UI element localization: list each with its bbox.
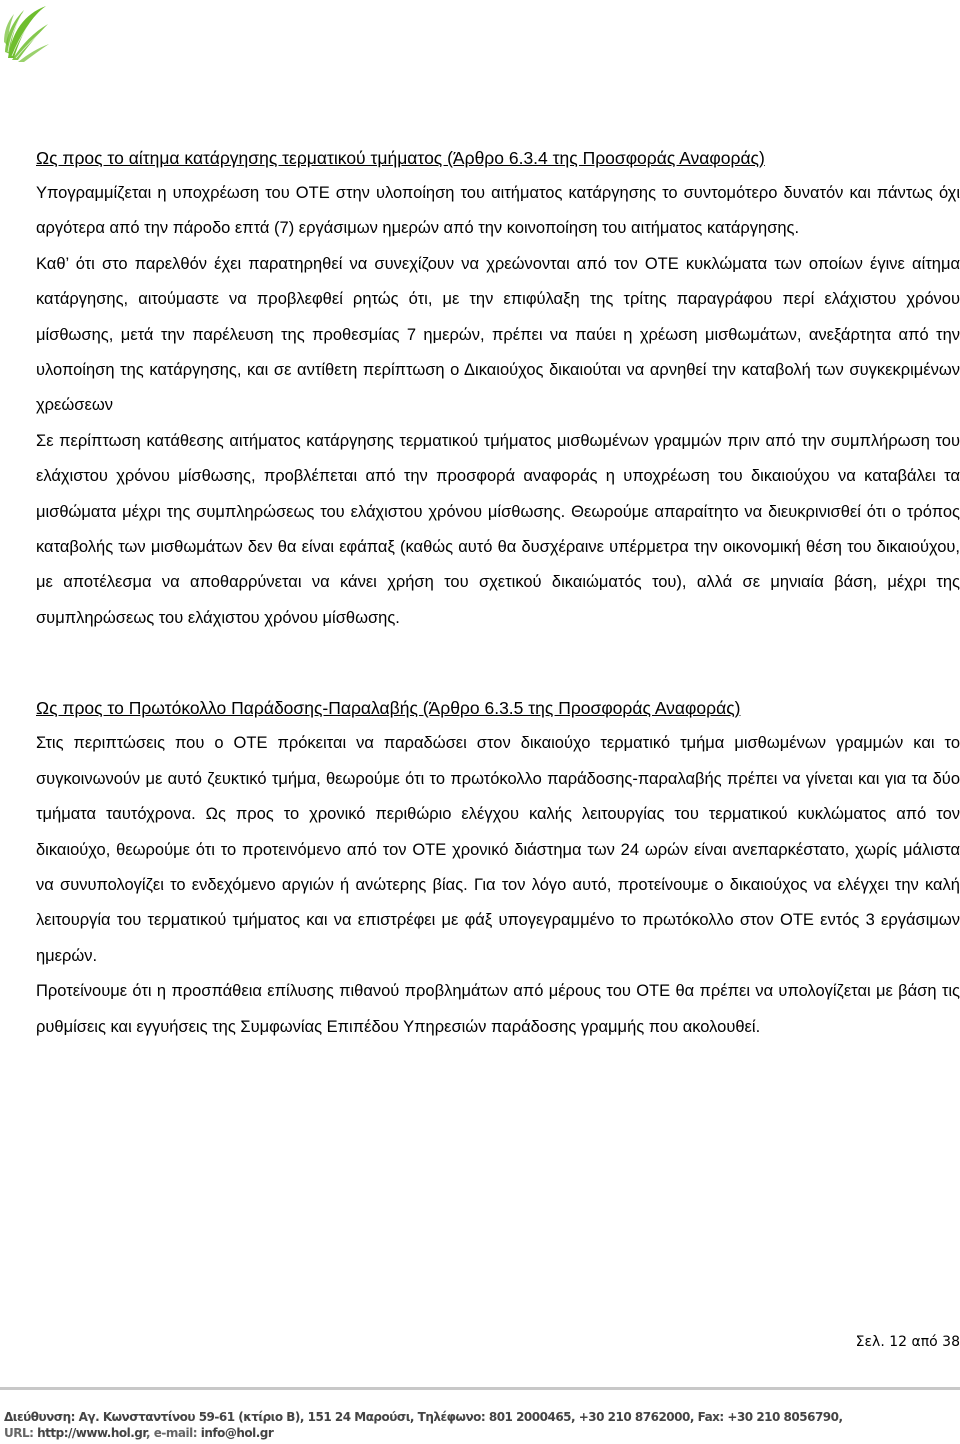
document-body bbox=[36, 140, 960, 1045]
url-label: URL: bbox=[4, 1426, 38, 1440]
leaf-logo-icon bbox=[2, 2, 50, 62]
website-link[interactable]: http://www.hol.gr bbox=[37, 1426, 147, 1440]
section-heading-termination: Ως προς το αίτημα κατάργησης τερματικού τμήματος (Άρθρο 6.3.4 της Προσφοράς Αναφοράς) bbox=[36, 148, 765, 168]
footer bbox=[4, 1409, 954, 1441]
section-heading-protocol: Ως προς το Πρωτόκολλο Παράδοσης-Παραλαβής (Άρθρο 6.3.5 της Προσφοράς Αναφοράς) bbox=[36, 698, 741, 719]
footer-contact bbox=[4, 1425, 954, 1441]
footer-address: Διεύθυνση: Αγ. Κωνσταντίνου 59-61 (κτίριο Β), 151 24 Μαρούσι, Τηλέφωνο: 801 2000465, +30 210 8762000, Fax: +30 210 8056790, bbox=[4, 1410, 843, 1424]
page-number: Σελ. 12 από 38 bbox=[855, 1334, 960, 1350]
email-label: , e-mail: bbox=[146, 1426, 201, 1440]
paragraph: Προτείνουμε ότι η προσπάθεια επίλυσης πιθανού προβλημάτων από μέρους του ΟΤΕ θα πρέπει να υπολογίζεται με βάση τις ρυθμίσεις και εγγυήσεις της Συμφωνίας Επιπέδου Υπηρεσιών παράδοσης γραμμής που ακολουθεί. bbox=[36, 982, 960, 1036]
paragraph: Σε περίπτωση κατάθεσης αιτήματος κατάργησης τερματικού τμήματος μισθωμένων γραμμών πριν από την συμπλήρωση του ελάχιστου χρόνου μίσθωσης, προβλέπεται από την προσφορά αναφοράς η υποχρέωση του δικαιούχου να καταβάλει τα μισθώματα μέχρι της συμπληρώσεως του ελάχιστου χρόνου μίσθωσης. Θεωρούμε απαραίτητο να διευκρινισθεί ότι ο τρόπος καταβολής των μισθωμάτων δεν θα είναι εφάπαξ (καθώς αυτό θα δυσχέραινε υπέρμετρα την οικονομική θέση του δικαιούχου, με αποτέλεσμα να αποθαρρύνεται να κάνει χρήση του σχετικού δικαιώματός του), αλλά σε μηνιαία βάση, μέχρι της συμπληρώσεως του ελάχιστου χρόνου μίσθωσης. bbox=[36, 431, 960, 627]
email-link[interactable]: info@hol.gr bbox=[200, 1426, 274, 1440]
paragraph: Υπογραμμίζεται η υποχρέωση του ΟΤΕ στην υλοποίηση του αιτήματος κατάργησης το συντομότερο δυνατόν και πάντως όχι αργότερα από την πάροδο επτά (7) εργάσιμων ημερών από την κοινοποίηση του αιτήματος κατάργησης. bbox=[36, 184, 960, 238]
footer-divider bbox=[0, 1387, 960, 1390]
paragraph: Καθ’ ότι στο παρελθόν έχει παρατηρηθεί να συνεχίζουν να χρεώνονται από τον ΟΤΕ κυκλώματα των οποίων έγινε αίτημα κατάργησης, αιτούμαστε να προβλεφθεί ρητώς ότι, με την επιφύλαξη της τρίτης παραγράφου περί ελάχιστου χρόνου μίσθωσης, μετά την παρέλευση της προθεσμίας 7 ημερών, πρέπει να παύει η χρέωση μισθωμάτων, ανεξάρτητα από την υλοποίηση της κατάργησης, και σε αντίθετη περίπτωση ο Δικαιούχος δικαιούται να αρνηθεί την καταβολή των συγκεκριμένων χρεώσεων bbox=[36, 254, 960, 415]
paragraph: Στις περιπτώσεις που ο ΟΤΕ πρόκειται να παραδώσει στον δικαιούχο τερματικό τμήμα μισθωμένων γραμμών και το συγκοινωνούν με αυτό ζευκτικό τμήμα, θεωρούμε ότι το πρωτόκολλο παράδοσης-παραλαβής πρέπει να γίνεται και για τα δύο τμήματα ταυτόχρονα. Ως προς το χρονικό περιθώριο ελέγχου καλής λειτουργίας του τερματικού κυκλώματος από τον δικαιούχο, θεωρούμε ότι το προτεινόμενο από τον ΟΤΕ χρονικό διάστημα των 24 ωρών είναι ανεπαρκέστατο, χωρίς μάλιστα να συνυπολογίζει το ενδεχόμενο αργιών ή ανώτερης βίας. Για τον λόγο αυτό, προτείνουμε ο δικαιούχος να ελέγχει την καλή λειτουργία του τερματικού τμήματος και να επιστρέφει με φάξ υπογεγραμμένο το πρωτόκολλο στον ΟΤΕ εντός 3 εργάσιμων ημερών. bbox=[36, 734, 960, 965]
